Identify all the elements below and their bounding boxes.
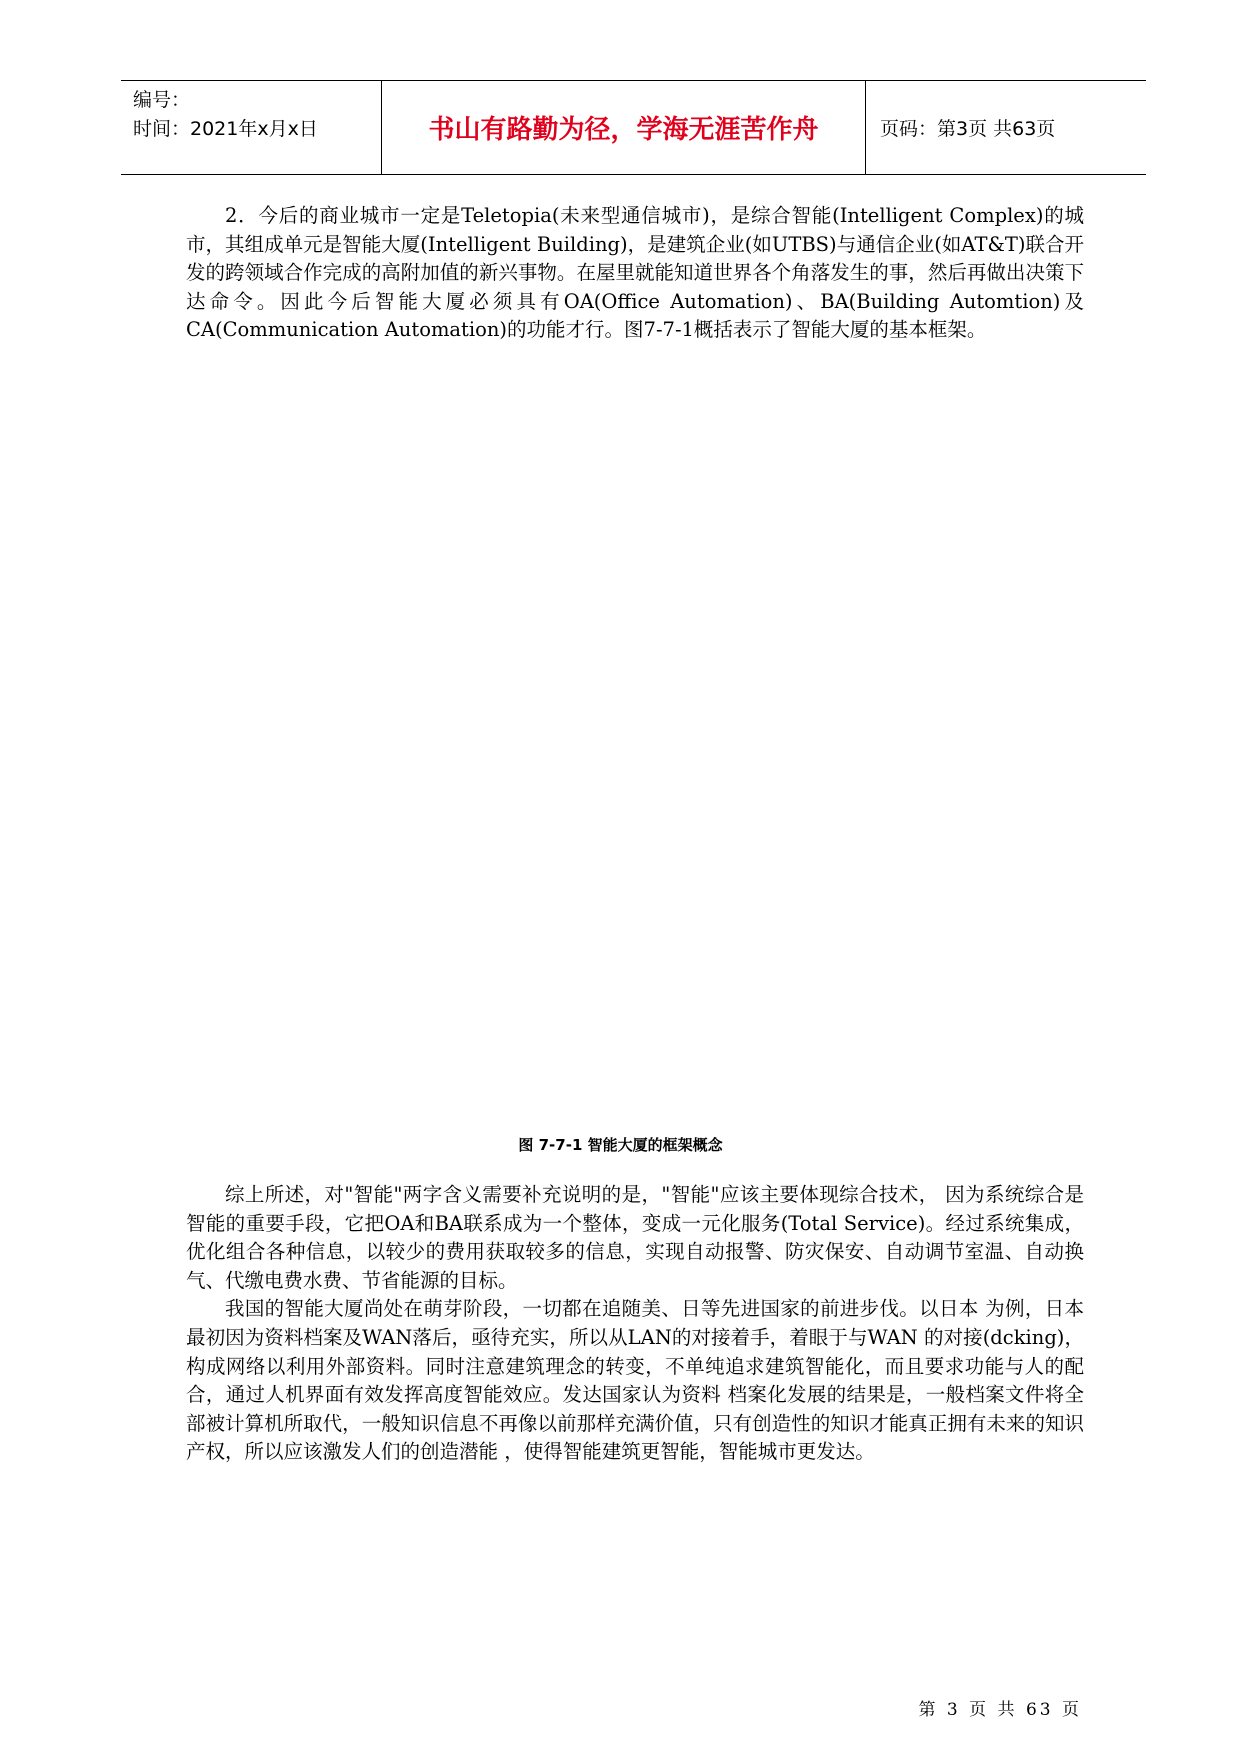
paragraph-2: 综上所述，对"智能"两字含义需要补充说明的是，"智能"应该主要体现综合技术， 因为系统综合是智能的重要手段，它把OA和BA联系成为一个整体，变成一元化服务(Total Service)。经过系统集成，优化组合各种信息，以较少的费用获取较多的信息，实现自动报警、防灾保安、自动调节室温、自动换气、代缴电费水费、节省能源的目标。 — [186, 1183, 1084, 1292]
body-section-bottom — [186, 1181, 1084, 1467]
figure-caption: 图 7-7-1 智能大厦的框架概念 — [518, 1136, 723, 1154]
header-left-cell — [121, 81, 382, 174]
body-section-top — [186, 202, 1084, 345]
page-footer: 第 3 页 共 63 页 — [918, 1700, 1082, 1720]
header-motto: 书山有路勤为径，学海无涯苦作舟 — [382, 81, 866, 174]
paragraph-1: 2．今后的商业城市一定是Teletopia(未来型通信城市)，是综合智能(Intelligent Complex)的城市，其组成单元是智能大厦(Intelligent Building)，是建筑企业(如UTBS)与通信企业(如AT&T)联合开发的跨领域合作完成的高附加值的新兴事物。在屋里就能知道世界各个角落发生的事，然后再做出决策下达命令。因此今后智能大厦必须具有OA(Office Automation)、BA(Building Automtion)及CA(Communication Automation)的功能才行。图7-7-1概括表示了智能大厦的基本框架。 — [186, 204, 1084, 342]
header-page-info: 页码：第3页 共63页 — [880, 118, 1056, 140]
time-label: 时间：2021年x月x日 — [133, 118, 318, 140]
paragraph-3: 我国的智能大厦尚处在萌芽阶段，一切都在追随美、日等先进国家的前进步伐。以日本 为例，日本最初因为资料档案及WAN落后，亟待充实，所以从LAN的对接着手，着眼于与WAN 的对接(dcking)，构成网络以利用外部资料。同时注意建筑理念的转变，不单纯追求建筑智能化，而且要求功能与人的配合，通过人机界面有效发挥高度智能效应。发达国家认为资料 档案化发展的结果是，一般档案文件将全部被计算机所取代，一般知识信息不再像以前那样充满价值，只有创造性的知识才能真正拥有未来的知识产权，所以应该激发人们的创造潜能 ，使得智能建筑更智能，智能城市更发达。 — [186, 1297, 1084, 1464]
header-table — [121, 80, 1146, 175]
number-label: 编号： — [133, 89, 191, 111]
